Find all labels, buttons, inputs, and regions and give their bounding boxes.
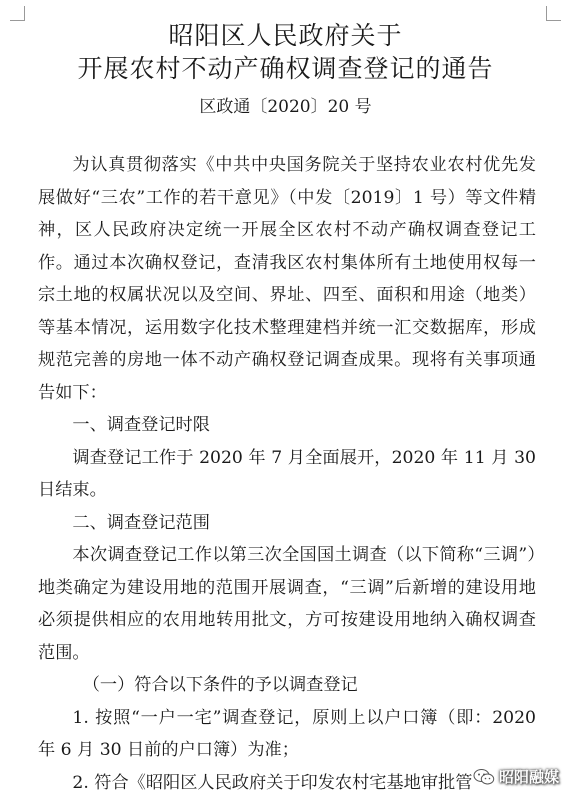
document-number: 区政通〔2020〕20 号 xyxy=(199,97,372,117)
document-body xyxy=(38,149,542,799)
watermark-text: 昭阳融媒 xyxy=(498,768,559,786)
wechat-icon xyxy=(473,768,495,786)
condition-item-1: 1. 按照“一户一宅”调查登记，原则上以户口簿（即：2020 年 6 月 30 日前的户口簿）为准； xyxy=(38,707,542,760)
condition-item-2: 2. 符合《昭阳区人民政府关于印发农村宅基地审批管 xyxy=(72,772,473,793)
watermark xyxy=(473,766,559,787)
intro-paragraph: 为认真贯彻落实《中共中央国务院关于坚持农业农村优先发展做好“三农”工作的若干意见》（中发〔2019〕1 号）等文件精神，区人民政府决定统一开展全区农村不动产确权调查登记工作。通过本次确权登记，查清我区农村集体所有土地使用权每一宗土地的权属状况以及空间、界址、四至、面积和用途（地类）等基本情况，运用数字化技术整理建档并统一汇交数据库，形成规范完善的房地一体不动产确权登记调查成果。现将有关事项通告如下： xyxy=(38,155,536,403)
section-heading-time-limit: 一、调查登记时限 xyxy=(72,415,210,435)
document-title-line-1: 昭阳区人民政府关于 xyxy=(168,21,403,50)
document-title-line-2: 开展农村不动产确权调查登记的通告 xyxy=(77,54,494,83)
scope-paragraph: 本次调查登记工作以第三次全国国土调查（以下简称“三调”）地类确定为建设用地的范围开展调查，“三调”后新增的建设用地必须提供相应的农用地转用批文，方可按建设用地纳入确权调查范围。 xyxy=(38,545,536,663)
section-heading-scope: 二、调查登记范围 xyxy=(72,512,210,533)
subsection-heading-conditions: （一）符合以下条件的予以调查登记 xyxy=(82,675,358,695)
time-limit-paragraph: 调查登记工作于 2020 年 7 月全面展开，2020 年 11 月 30 日结束。 xyxy=(38,447,542,500)
